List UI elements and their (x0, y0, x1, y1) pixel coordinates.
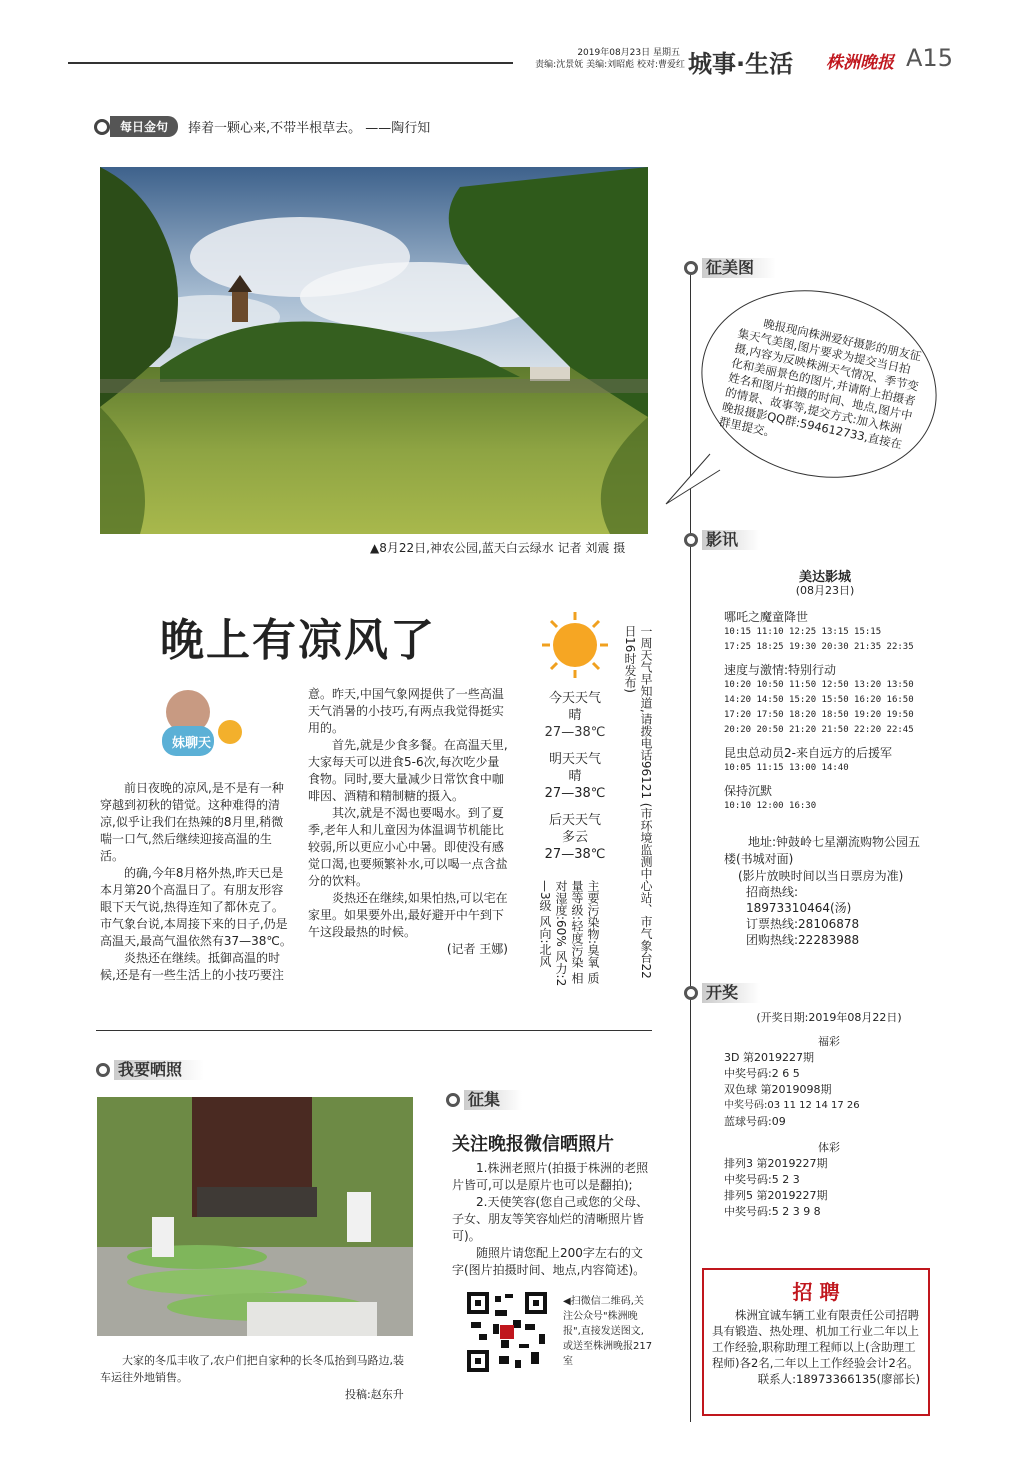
movie-title: 速度与激情:特别行动 (724, 663, 837, 677)
section-title: 城事·生活 (688, 50, 794, 78)
solicit-photo-text: 晚报现向株洲爱好摄影的朋友征集天气美图,图片要求为提交当日拍摄,内容为反映株洲天气情况、季节变化和美丽景色的图片,并请附上拍摄者姓名和图片拍摄的时间、地点,图片中的情景、故事等,提交方式:加入株洲晚报摄影QQ群:594612733,直接在群里提交。 (717, 316, 923, 452)
columnist-badge (140, 690, 250, 770)
bullet-icon (684, 261, 698, 275)
recruit-title: 招 聘 (792, 1280, 840, 1304)
bubble-tail (662, 452, 722, 512)
column-rule (690, 262, 691, 1422)
bullet-icon (684, 986, 698, 1000)
byline: (记者 王娜) (446, 942, 508, 956)
cinema-note: (影片放映时间以当日票房为准) (738, 869, 904, 883)
recruit-box (702, 1268, 930, 1416)
article-col-1: 前日夜晚的凉风,是不是有一种穿越到初秋的错觉。这种难得的清凉,似乎让我们在热辣的8月里,稍微喘一口气,然后继续迎接高温的生活。 的确,今年8月格外热,昨天已是本月第20个高温日了。有朋友形容眼下天气说,热得连知了都休克了。市气象台说,本周接下来的日子,仍是高温天,最高气温依然有37—38℃。 炎热还在继续。抵御高温的时候,还是有一些生活上的小技巧要注 (100, 781, 292, 982)
movie-title: 哪吒之魔童降世 (724, 610, 809, 624)
bullet-icon (446, 1093, 460, 1107)
bullet-icon (96, 1063, 110, 1077)
weather-source: 一周天气早知道,请拨电话96121 (市环境监测中心站、市气象台22日16时发布) (623, 625, 653, 979)
recruit-contact: 联系人:18973366135(廖部长) (757, 1372, 920, 1386)
cinema-address: 地址:钟鼓岭七星潮流购物公园五楼(书城对面) (724, 835, 921, 866)
quote-text: 捧着一颗心来,不带半根草去。 ——陶行知 (188, 121, 431, 136)
quote-label: 每日金句 (110, 116, 178, 137)
qr-code[interactable] (465, 1290, 549, 1374)
cinema-date: (08月23日) (795, 584, 855, 597)
badge-label: 妹聊天 (172, 736, 212, 751)
weather-forecast: 今天天气 晴 27—38℃ 明天天气 晴 27—38℃ 后天天气 多云 27—38℃ (544, 691, 606, 862)
group-hotline: 团购热线:22283988 (746, 933, 860, 947)
air-quality: 主要污染物:臭氧 质量等级:轻度污染 相对湿度:60% 风力:2—3级 风向:北风 (538, 880, 600, 987)
paper-logo: 株洲晚报 (826, 53, 894, 73)
solicit-photo-label: 征美图 (684, 258, 776, 278)
sun-icon (218, 720, 242, 744)
park-photo-art (100, 167, 648, 534)
recruit-text: 株洲宜诚车辆工业有限责任公司招聘具有锻造、热处理、机加工行业二年以上工作经验,职称助理工程师以上(含助理工程师)各2名,二年以上工作经验会计2名。 (712, 1308, 919, 1370)
movie-title: 昆虫总动员2-来自远方的后援军 (724, 746, 892, 760)
header-editors: 责编:沈景妩 美编:刘昭彪 校对:曹爱红 (535, 60, 685, 70)
hotline-1: 18973310464(汤) (746, 901, 852, 915)
bullet-icon (94, 119, 110, 135)
share-section-label: 我要晒照 (96, 1060, 204, 1080)
cinema-name: 美达影城 (798, 570, 851, 585)
ticket-hotline: 订票热线:28106878 (746, 917, 860, 931)
movie-title: 保持沉默 (724, 784, 773, 798)
page-number: A15 (906, 44, 953, 72)
lottery-section-label: 开奖 (684, 983, 760, 1003)
header-rule (68, 62, 513, 64)
lottery-results: (开奖日期:2019年08月22日) 福彩 3D 第2019227期 中奖号码:2 6 5 双色球 第2019098期 中奖号码:03 11 12 14 17 26 蓝球号码:09 体彩 排列3 第2019227期 中奖号码:5 2 3 排列5 第2019227期 中奖号码:5 2 3 9 8 (724, 1011, 902, 1218)
daily-quote (94, 116, 430, 137)
photo-caption: ▲8月22日,神农公园,蓝天白云绿水 记者 刘震 摄 (370, 541, 626, 555)
collect-items: 1.株洲老照片(拍摄于株洲的老照片皆可,可以是原片也可以是翻拍); 2.天使笑容(您自己或您的父母、子女、朋友等笑容灿烂的清晰照片皆可)。 随照片请您配上200字左右的文字(图片拍摄时间、地点,内容简述)。 (452, 1161, 649, 1277)
collect-section-label: 征集 (446, 1090, 522, 1110)
header-date: 2019年08月23日 星期五 (577, 48, 680, 58)
qr-note: ◀扫微信二维码,关注公众号"株洲晚报",直接发送图文,或送至株洲晚报217室 (563, 1296, 653, 1367)
sun-weather-icon (540, 610, 610, 680)
article-title: 晚上有凉风了 (160, 615, 436, 666)
divider (96, 1030, 652, 1031)
share-caption: 大家的冬瓜丰收了,农户们把自家种的长冬瓜抬到马路边,装车运往外地销售。 (100, 1354, 404, 1384)
park-photo (100, 167, 648, 534)
winter-melon-photo (97, 1097, 413, 1336)
hotline-label: 招商热线: (746, 885, 799, 899)
movie-list: 哪吒之魔童降世 10:15 11:10 12:25 13:15 15:15 17:25 18:25 19:30 20:30 21:35 22:35 速度与激情:特别行动 10:20 10:50 11:50 12:50 13:20 13:50 14:20 14:50 15:20 15:50 16:20 16:50 17:20 17:50 18:20 18:50 19:20 19:50 20:20 20:50 21:20 21:50 22:20 22:45 昆虫总动员2-来自远方的后援军 10:05 11:15 13:00 14:40 保持沉默 10:10 12:00 16:30 (724, 610, 934, 814)
collect-title: 关注晚报微信晒照片 (452, 1134, 614, 1155)
bullet-icon (684, 533, 698, 547)
movie-section-label: 影讯 (684, 530, 760, 550)
article-col-2: 意。昨天,中国气象网提供了一些高温天气消暑的小技巧,有两点我觉得挺实用的。 首先,就是少食多餐。在高温天里,大家每天可以进食5-6次,每次吃少量食物。同时,要大量减少日常饮食中咖啡因、酒精和精制糖的摄入。 其次,就是不渴也要喝水。到了夏季,老年人和儿童因为体温调节机能比较弱,所以更应小心中暑。即使没有感觉口渴,也要频繁补水,可以喝一点含盐分的饮料。 炎热还在继续,如果怕热,可以宅在家里。如果要外出,最好避开中午到下午这段最热的时候。 (记者 王娜) (308, 687, 508, 956)
share-credit: 投稿:赵东升 (345, 1388, 404, 1401)
